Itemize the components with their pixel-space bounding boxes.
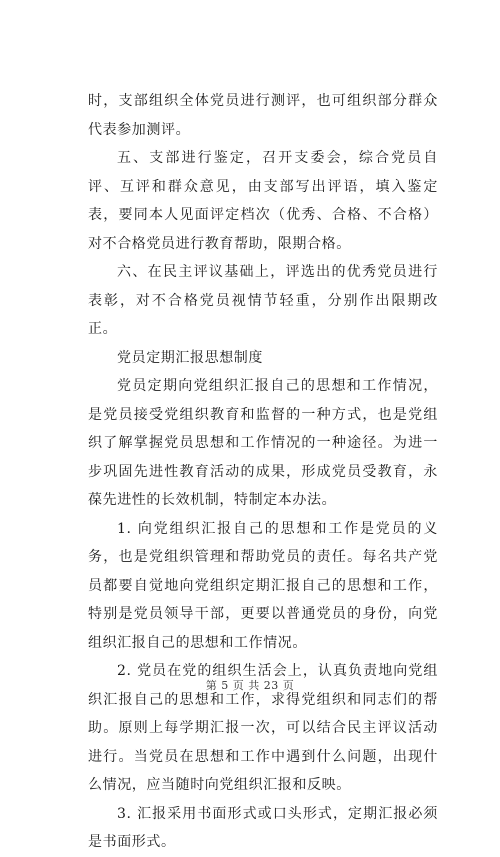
page-footer: 第 5 页 共 23 页	[205, 679, 295, 692]
paragraph-rule-2: 2. 党员在党的组织生活会上，认真负责地向党组织汇报自己的思想和工作，求得党组织和同志们的帮助。原则上每学期汇报一次，可以结合民主评议活动进行。当党员在思想和工作中遇到什么问题，出现什么情况，应当随时向党组织汇报和反映。	[88, 663, 438, 793]
document-body	[88, 87, 438, 857]
paragraph-intro: 党员定期向党组织汇报自己的思想和工作情况，是党员接受党组织教育和监督的一种方式，也是党组织了解掌握党员思想和工作情况的一种途径。为进一步巩固先进性教育活动的成果，形成党员受教育，永葆先进性的长效机制，特制定本办法。	[88, 378, 438, 508]
paragraph-item-six: 六、在民主评议基础上，评选出的优秀党员进行表彰，对不合格党员视情节轻重，分别作出限期改正。	[88, 264, 438, 337]
paragraph-item-five: 五、支部进行鉴定，召开支委会，综合党员自评、互评和群众意见，由支部写出评语，填入鉴定表，要同本人见面评定档次（优秀、合格、不合格）对不合格党员进行教育帮助，限期合格。	[88, 150, 438, 252]
paragraph-rule-1: 1. 向党组织汇报自己的思想和工作是党员的义务，也是党组织管理和帮助党员的责任。每名共产党员都要自觉地向党组织定期汇报自己的思想和工作，特别是党员领导干部，更要以普通党员的身份，向党组织汇报自己的思想和工作情况。	[88, 520, 438, 651]
section-heading: 党员定期汇报思想制度	[117, 349, 263, 366]
paragraph-evaluation-continued: 时，支部组织全体党员进行测评，也可组织部分群众代表参加测评。	[88, 93, 438, 138]
paragraph-rule-3: 3. 汇报采用书面形式或口头形式，定期汇报必须是书面形式。	[88, 805, 438, 850]
